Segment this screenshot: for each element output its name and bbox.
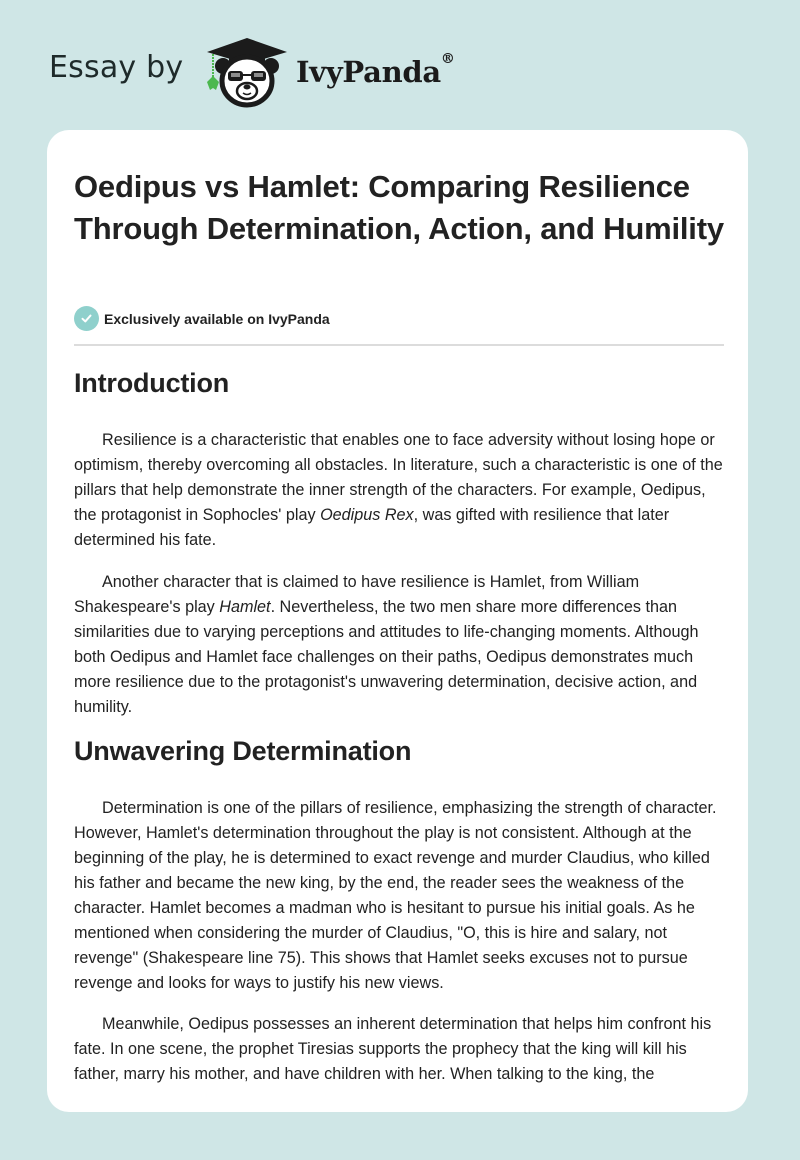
- paragraph: Resilience is a characteristic that enables one to face adversity without losing hope or optimism, thereby overcoming all obstacles. In literature, such a characteristic is one of the pillars that help demonstrate the inner strength of the characters. For example, Oedipus, the protagonist in Sophocles' play Oedipus Rex, was gifted with resilience that later determined his fate.: [74, 431, 723, 549]
- check-circle-icon: [74, 306, 99, 331]
- site-header: [0, 0, 800, 130]
- paragraph: Another character that is claimed to have resilience is Hamlet, from William Shakespeare's play Hamlet. Nevertheless, the two men share more differences than similarities due to varying perceptions and attitudes to life-changing moments. Although both Oedipus and Hamlet face challenges on their paths, Oedipus demonstrates much more resilience due to the protagonist's unwavering determination, decisive action, and humility.: [74, 573, 699, 716]
- essay-card: [47, 130, 748, 1112]
- article-title: Oedipus vs Hamlet: Comparing Resilience Through Determination, Action, and Humility: [74, 169, 724, 246]
- ivypanda-logo-link[interactable]: [203, 36, 291, 108]
- section-heading-introduction: Introduction: [74, 368, 230, 398]
- panda-graduate-icon: [203, 36, 291, 108]
- essay-by-label: Essay by: [49, 50, 184, 85]
- brand-name: IvyPanda®: [296, 51, 455, 89]
- exclusive-badge: [74, 306, 330, 331]
- title-divider: [74, 344, 724, 346]
- section-heading-unwavering-determination: Unwavering Determination: [74, 736, 412, 766]
- paragraph: Meanwhile, Oedipus possesses an inherent determination that helps him confront his fate. In one scene, the prophet Tiresias supports the prophecy that the king will kill his father, marry his mother, and have children with her. When talking to the king, the: [74, 1015, 712, 1083]
- paragraph: Determination is one of the pillars of resilience, emphasizing the strength of character. However, Hamlet's determination throughout the play is not consistent. Although at the beginning of the play, he is determined to exact revenge and murder Claudius, who killed his father and became the new king, by the end, the reader sees the weakness of the character. Hamlet becomes a madman who is hesitant to pursue his initial goals. As he mentioned when considering the murder of Claudius, "O, this is hire and salary, not revenge" (Shakespeare line 75). This shows that Hamlet seeks excuses not to pursue revenge and looks for ways to justify his new views.: [74, 799, 717, 992]
- badge-text: Exclusively available on IvyPanda: [104, 310, 330, 327]
